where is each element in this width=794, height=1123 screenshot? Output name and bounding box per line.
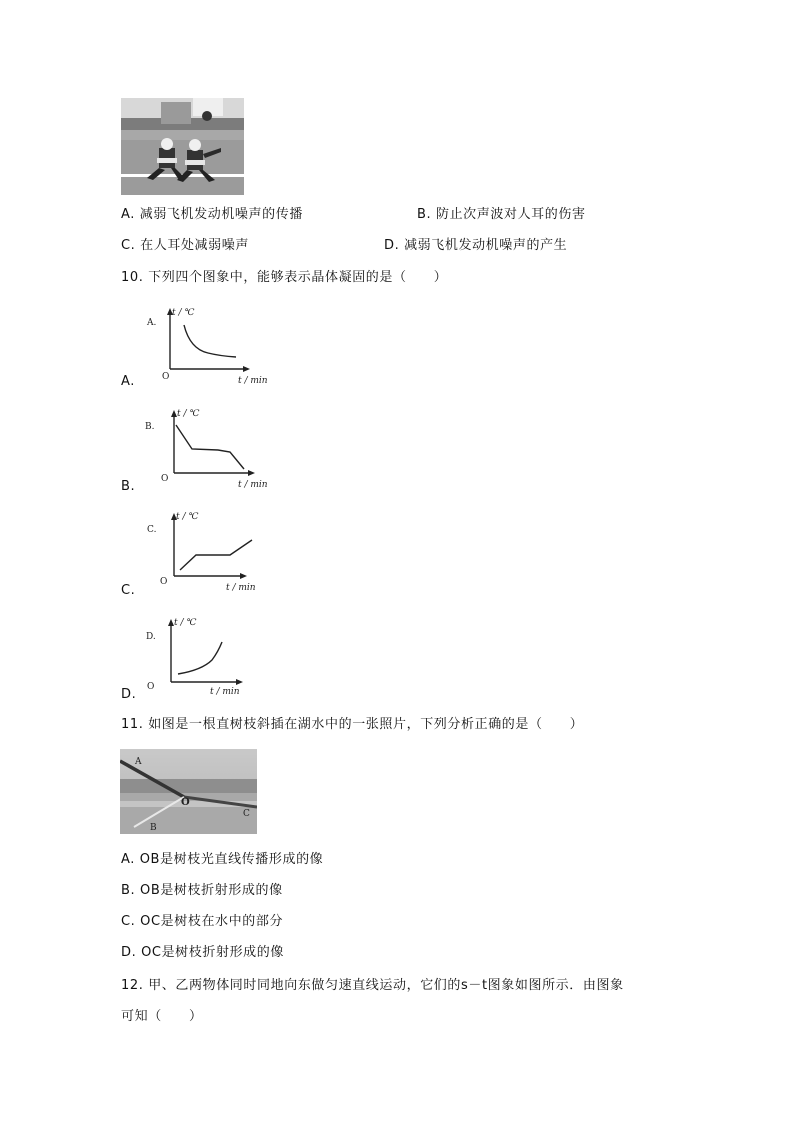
graph-d-x-axis-label: t / min (210, 687, 240, 697)
graph-d-origin: O (147, 682, 155, 692)
q10-question: 10. 下列四个图象中，能够表示晶体凝固的是（ ） (121, 270, 448, 285)
q10-option-label-b: B. (121, 479, 136, 494)
stick-in-water-photo (120, 749, 257, 834)
q10-graph-a (140, 305, 275, 390)
q10-graph-d (140, 612, 275, 697)
q10-graph-c (140, 508, 275, 593)
q10-option-label-a: A. (121, 374, 135, 389)
graph-a-inner-label: A. (147, 318, 157, 328)
graph-b-y-axis-label: t / ℃ (177, 409, 200, 419)
q9-option-c: C. 在人耳处减弱噪声 (121, 238, 249, 253)
photo-label-b: B (150, 823, 157, 833)
q10-graph-b (140, 405, 275, 493)
airport-crew-photo (121, 98, 244, 195)
q11-option-d: D. OC是树枝折射形成的像 (121, 945, 284, 960)
q10-option-label-c: C. (121, 583, 136, 598)
q11-option-a: A. OB是树枝光直线传播形成的像 (121, 852, 324, 867)
graph-d-inner-label: D. (146, 632, 156, 642)
graph-b-inner-label: B. (145, 422, 155, 432)
q11-option-c: C. OC是树枝在水中的部分 (121, 914, 284, 929)
photo-label-o: O (181, 797, 190, 808)
photo-label-a: A (135, 757, 142, 767)
graph-c-y-axis-label: t / ℃ (176, 512, 199, 522)
graph-d-y-axis-label: t / ℃ (174, 618, 197, 628)
graph-b-x-axis-label: t / min (238, 480, 268, 490)
graph-a-origin: O (162, 372, 170, 382)
q9-option-b: B. 防止次声波对人耳的伤害 (417, 207, 586, 222)
graph-c-x-axis-label: t / min (226, 583, 256, 593)
graph-a-x-axis-label: t / min (238, 376, 268, 386)
q11-question: 11. 如图是一根直树枝斜插在湖水中的一张照片，下列分析正确的是（ ） (121, 717, 584, 732)
q9-option-d: D. 减弱飞机发动机噪声的产生 (384, 238, 568, 253)
graph-c-origin: O (160, 577, 168, 587)
q12-question-line1: 12. 甲、乙两物体同时同地向东做匀速直线运动，它们的s－t图象如图所示．由图象 (121, 978, 624, 993)
q10-option-label-d: D. (121, 687, 137, 702)
q12-question-line2: 可知（ ） (121, 1009, 203, 1024)
q11-option-b: B. OB是树枝折射形成的像 (121, 883, 283, 898)
q9-option-a: A. 减弱飞机发动机噪声的传播 (121, 207, 303, 222)
graph-c-inner-label: C. (147, 525, 157, 535)
photo-label-c: C (243, 809, 250, 819)
graph-b-origin: O (161, 474, 169, 484)
graph-a-y-axis-label: t / ℃ (172, 308, 195, 318)
